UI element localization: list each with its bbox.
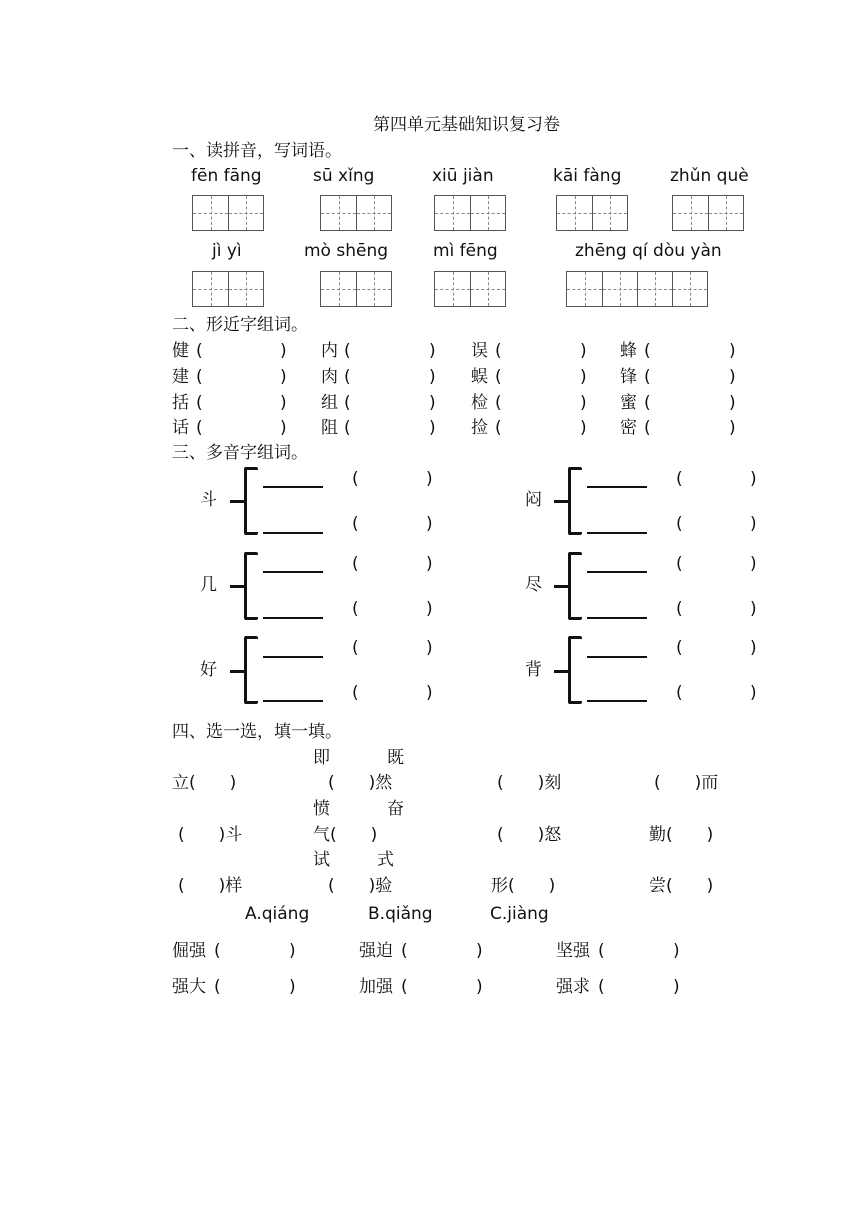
paren-open: ( xyxy=(352,683,359,703)
paren-close: ) xyxy=(429,367,436,387)
paren-open: ( xyxy=(644,367,651,387)
fill-item: ( )验 xyxy=(328,876,393,896)
pinyin-6: jì yì xyxy=(212,241,242,261)
word: 强求 xyxy=(556,977,590,997)
fill-item: ( )然 xyxy=(328,773,393,793)
paren-open: ( xyxy=(495,393,502,413)
paren-close: ) xyxy=(289,977,296,997)
answer-line[interactable] xyxy=(263,486,323,488)
similar-char: 健 xyxy=(172,341,189,361)
option-char: 奋 xyxy=(387,799,404,819)
polyphone-char: 好 xyxy=(200,660,217,680)
paren-close: ) xyxy=(476,941,483,961)
paren-close: ) xyxy=(426,638,433,658)
pinyin-8: mì fēng xyxy=(433,241,498,261)
paren-open: ( xyxy=(598,977,605,997)
paren-close: ) xyxy=(750,599,757,619)
paren-close: ) xyxy=(729,341,736,361)
answer-line[interactable] xyxy=(263,571,323,573)
pinyin-9: zhēng qí dòu yàn xyxy=(575,241,722,261)
answer-line[interactable] xyxy=(587,617,647,619)
paren-open: ( xyxy=(344,393,351,413)
section-4-heading: 四、选一选，填一填。 xyxy=(172,722,342,742)
similar-char: 蜈 xyxy=(471,367,488,387)
paren-close: ) xyxy=(280,393,287,413)
paren-close: ) xyxy=(429,393,436,413)
answer-line[interactable] xyxy=(587,486,647,488)
polyphone-char: 尽 xyxy=(525,575,542,595)
paren-open: ( xyxy=(352,469,359,489)
paren-close: ) xyxy=(580,367,587,387)
similar-char: 建 xyxy=(172,367,189,387)
paren-open: ( xyxy=(196,341,203,361)
similar-char: 肉 xyxy=(321,367,338,387)
paren-close: ) xyxy=(289,941,296,961)
paren-close: ) xyxy=(750,683,757,703)
answer-line[interactable] xyxy=(263,617,323,619)
brace-tick xyxy=(554,585,568,588)
paren-close: ) xyxy=(280,367,287,387)
fill-item: 勤( ) xyxy=(649,825,714,845)
pinyin-3: xiū jiàn xyxy=(432,166,494,186)
fill-item: 形( ) xyxy=(491,876,556,896)
similar-char: 括 xyxy=(172,393,189,413)
paren-open: ( xyxy=(676,599,683,619)
paren-close: ) xyxy=(580,393,587,413)
pinyin-4: kāi fàng xyxy=(553,166,622,186)
polyphone-char: 背 xyxy=(525,660,542,680)
paren-close: ) xyxy=(729,367,736,387)
section-3-heading: 三、多音字组词。 xyxy=(172,443,308,463)
paren-open: ( xyxy=(495,418,502,438)
paren-open: ( xyxy=(344,367,351,387)
paren-close: ) xyxy=(750,554,757,574)
paren-close: ) xyxy=(750,638,757,658)
writing-grid-6[interactable] xyxy=(192,271,264,307)
paren-open: ( xyxy=(676,683,683,703)
writing-grid-7[interactable] xyxy=(320,271,392,307)
paren-open: ( xyxy=(196,418,203,438)
paren-close: ) xyxy=(580,418,587,438)
word: 坚强 xyxy=(556,941,590,961)
paren-close: ) xyxy=(426,683,433,703)
paren-close: ) xyxy=(429,341,436,361)
similar-char: 蜂 xyxy=(620,341,637,361)
paren-close: ) xyxy=(673,941,680,961)
word: 强大 xyxy=(172,977,206,997)
writing-grid-1[interactable] xyxy=(192,195,264,231)
paren-open: ( xyxy=(598,941,605,961)
paren-open: ( xyxy=(676,514,683,534)
brace xyxy=(568,552,582,620)
paren-close: ) xyxy=(580,341,587,361)
answer-line[interactable] xyxy=(263,656,323,658)
paren-open: ( xyxy=(352,599,359,619)
fill-item: 气( ) xyxy=(313,825,378,845)
paren-close: ) xyxy=(426,469,433,489)
writing-grid-5[interactable] xyxy=(672,195,744,231)
writing-grid-2[interactable] xyxy=(320,195,392,231)
answer-line[interactable] xyxy=(587,656,647,658)
brace-tick xyxy=(554,670,568,673)
fill-item: 尝( ) xyxy=(649,876,714,896)
paren-open: ( xyxy=(196,393,203,413)
paren-open: ( xyxy=(214,977,221,997)
word: 加强 xyxy=(359,977,393,997)
answer-line[interactable] xyxy=(587,700,647,702)
brace xyxy=(244,636,258,704)
similar-char: 检 xyxy=(471,393,488,413)
choice-a: A.qiáng xyxy=(245,904,310,924)
paren-open: ( xyxy=(401,941,408,961)
paren-close: ) xyxy=(426,554,433,574)
brace-tick xyxy=(554,500,568,503)
fill-item: ( )样 xyxy=(178,876,243,896)
paren-close: ) xyxy=(476,977,483,997)
word: 强迫 xyxy=(359,941,393,961)
writing-grid-4[interactable] xyxy=(556,195,628,231)
fill-item: ( )怒 xyxy=(497,825,562,845)
writing-grid-9[interactable] xyxy=(566,271,708,307)
paren-open: ( xyxy=(344,341,351,361)
answer-line[interactable] xyxy=(263,700,323,702)
paren-close: ) xyxy=(429,418,436,438)
paren-close: ) xyxy=(280,341,287,361)
pinyin-7: mò shēng xyxy=(304,241,389,261)
paren-close: ) xyxy=(750,514,757,534)
writing-grid-3[interactable] xyxy=(434,195,506,231)
paren-close: ) xyxy=(750,469,757,489)
polyphone-char: 几 xyxy=(200,575,217,595)
brace xyxy=(568,467,582,535)
paren-close: ) xyxy=(673,977,680,997)
paren-open: ( xyxy=(676,469,683,489)
fill-item: ( )刻 xyxy=(497,773,562,793)
paren-open: ( xyxy=(644,393,651,413)
paren-close: ) xyxy=(729,418,736,438)
answer-line[interactable] xyxy=(587,571,647,573)
brace xyxy=(568,636,582,704)
paren-close: ) xyxy=(426,599,433,619)
paren-open: ( xyxy=(644,418,651,438)
paren-open: ( xyxy=(352,514,359,534)
choice-b: B.qiǎng xyxy=(368,904,433,924)
brace xyxy=(244,467,258,535)
fill-item: 立( ) xyxy=(172,773,237,793)
pinyin-5: zhǔn què xyxy=(670,166,749,186)
paren-open: ( xyxy=(214,941,221,961)
option-char: 愤 xyxy=(313,799,330,819)
option-char: 既 xyxy=(387,748,404,768)
brace-tick xyxy=(230,500,244,503)
similar-char: 内 xyxy=(321,341,338,361)
pinyin-2: sū xǐng xyxy=(313,166,375,186)
polyphone-char: 闷 xyxy=(525,490,542,510)
similar-char: 密 xyxy=(620,418,637,438)
similar-char: 蜜 xyxy=(620,393,637,413)
paren-close: ) xyxy=(426,514,433,534)
paren-close: ) xyxy=(280,418,287,438)
option-char: 试 xyxy=(313,850,330,870)
choice-c: C.jiàng xyxy=(490,904,549,924)
similar-char: 话 xyxy=(172,418,189,438)
similar-char: 捡 xyxy=(471,418,488,438)
option-char: 式 xyxy=(377,850,394,870)
brace-tick xyxy=(230,585,244,588)
answer-line[interactable] xyxy=(587,532,647,534)
paren-open: ( xyxy=(676,638,683,658)
section-1-heading: 一、读拼音，写词语。 xyxy=(172,141,342,161)
brace xyxy=(244,552,258,620)
fill-item: ( )而 xyxy=(654,773,719,793)
section-2-heading: 二、形近字组词。 xyxy=(172,315,308,335)
similar-char: 误 xyxy=(471,341,488,361)
paren-open: ( xyxy=(495,341,502,361)
paren-open: ( xyxy=(676,554,683,574)
paren-close: ) xyxy=(729,393,736,413)
paren-open: ( xyxy=(352,554,359,574)
paren-open: ( xyxy=(401,977,408,997)
paren-open: ( xyxy=(352,638,359,658)
paren-open: ( xyxy=(344,418,351,438)
similar-char: 组 xyxy=(321,393,338,413)
answer-line[interactable] xyxy=(263,532,323,534)
writing-grid-8[interactable] xyxy=(434,271,506,307)
fill-item: ( )斗 xyxy=(178,825,243,845)
word: 倔强 xyxy=(172,941,206,961)
similar-char: 锋 xyxy=(620,367,637,387)
brace-tick xyxy=(230,670,244,673)
paren-open: ( xyxy=(196,367,203,387)
pinyin-1: fēn fāng xyxy=(191,166,262,186)
paren-open: ( xyxy=(644,341,651,361)
option-char: 即 xyxy=(313,748,330,768)
similar-char: 阻 xyxy=(321,418,338,438)
page-title: 第四单元基础知识复习卷 xyxy=(373,115,560,135)
paren-open: ( xyxy=(495,367,502,387)
polyphone-char: 斗 xyxy=(200,490,217,510)
